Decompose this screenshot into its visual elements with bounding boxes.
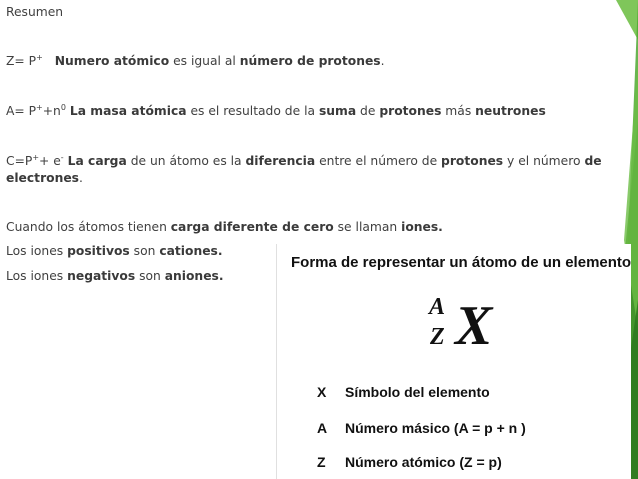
atomic-number-symbol: Z bbox=[430, 324, 445, 350]
line-atomic-mass: $A= P^++n^0$ La masa atómica es el resultado de la suma de protones más neutrones bbox=[6, 102, 546, 118]
nuclide-notation bbox=[429, 294, 549, 374]
atom-notation-figure bbox=[276, 244, 631, 479]
legend-row-element: X Símbolo del elemento bbox=[317, 384, 490, 400]
figure-title: Forma de representar un átomo de un elemento bbox=[291, 254, 632, 271]
mass-number-symbol: A bbox=[429, 294, 446, 320]
legend-row-mass-number: A Número másico (A = p + n ) bbox=[317, 420, 526, 436]
line-charge: C=P++ e- La carga de un átomo es la diferencia entre el número de protones y el número de electrones. bbox=[6, 152, 602, 185]
line-cations: Los iones positivos son cationes. bbox=[6, 244, 223, 258]
legend-row-atomic-number: Z Número atómico (Z = p) bbox=[317, 454, 502, 470]
line-ions: Cuando los átomos tienen carga diferente de cero se llaman iones. bbox=[6, 220, 443, 234]
line-anions: Los iones negativos son aniones. bbox=[6, 269, 224, 283]
line-atomic-number: Z= P+ Numero atómico es igual al número de protones. bbox=[6, 52, 385, 68]
slide-heading: Resumen bbox=[6, 5, 64, 19]
element-symbol: X bbox=[455, 295, 493, 357]
